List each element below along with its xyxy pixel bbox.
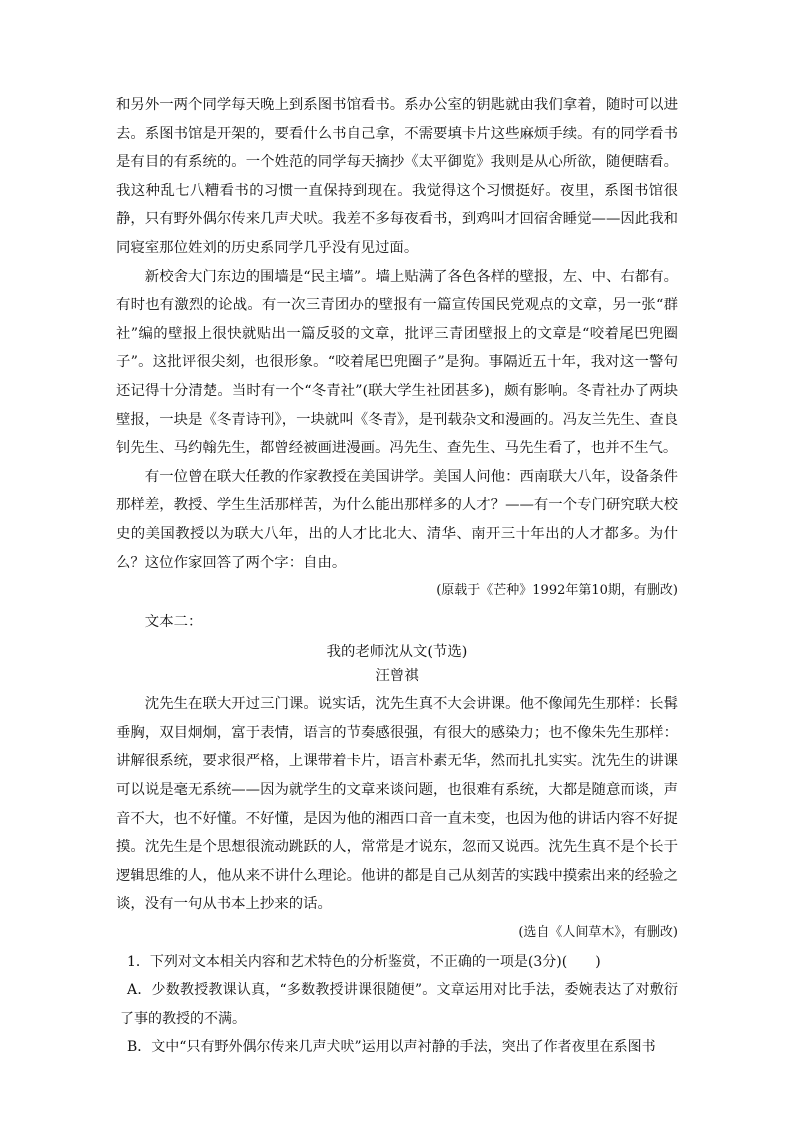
text-one-paragraph-2: 新校舍大门东边的围墙是“民主墙”。墙上贴满了各色各样的壁报，左、中、右都有。有时也有激烈的论战。有一次三青团办的壁报有一篇宣传国民党观点的文章，另一张“群社”编的壁报上很快就贴出一篇反驳的文章，批评三青团壁报上的文章是“咬着尾巴兜圈子”。这批评很尖刻，也很形象。“咬着尾巴兜圈子”是狗。事隔近五十年，我对这一警句还记得十分清楚。当时有一个“冬青社”(联大学生社团甚多)，颇有影响。冬青社办了两块壁报，一块是《冬青诗刊》，一块就叫《冬青》，是刊载杂文和漫画的。冯友兰先生、查良钊先生、马约翰先生，都曾经被画进漫画。冯先生、查先生、马先生看了，也并不生气。 — [116, 268, 678, 457]
question-stem: 1．下列对文本相关内容和艺术特色的分析鉴赏，不正确的一项是(3分)( ) — [127, 953, 601, 970]
text-one-paragraph-1: 和另外一两个同学每天晚上到系图书馆看书。系办公室的钥匙就由我们拿着，随时可以进去。系图书馆是开架的，要看什么书自己拿，不需要填卡片这些麻烦手续。有的同学看书是有目的有系统的。一个姓范的同学每天摘抄《太平御览》我则是从心所欲，随便瞎看。我这种乱七八糟看书的习惯一直保持到现在。我觉得这个习惯挺好。夜里，系图书馆很静，只有野外偶尔传来几声犬吠。我差不多每夜看书，到鸡叫才回宿舍睡觉——因此我和同寝室那位姓刘的历史系同学几乎没有见过面。 — [116, 97, 678, 256]
text-two-author: 汪曾祺 — [375, 668, 419, 685]
text-two-source: (选自《人间草木》，有删改) — [518, 925, 678, 941]
text-two-paragraph: 沈先生在联大开过三门课。说实话，沈先生真不大会讲课。他不像闻先生那样：长髯垂胸，双目炯炯，富于表情，语言的节奏感很强，有很大的感染力；也不像朱先生那样：讲解很系统，要求很严格，上课带着卡片，语言朴素无华，然而扎扎实实。沈先生的讲课可以说是毫无系统——因为就学生的文章来谈问题，也很难有系统，大都是随意而谈，声音不大，也不好懂。不好懂，是因为他的湘西口音一直未变，也因为他的讲话内容不好捉摸。沈先生是个思想很流动跳跃的人，常常是才说东，忽而又说西。沈先生真不是个长于逻辑思维的人，他从来不讲什么理论。他讲的都是自己从刻苦的实践中摸索出来的经验之谈，没有一句从书本上抄来的话。 — [116, 696, 678, 913]
text-two-label: 文本二： — [144, 613, 203, 630]
text-two-title: 我的老师沈从文(节选) — [326, 644, 468, 661]
document-page — [116, 91, 678, 1062]
text-one-paragraph-3: 有一位曾在联大任教的作家教授在美国讲学。美国人问他：西南联大八年，设备条件那样差，教授、学生生活那样苦，为什么能出那样多的人才？——有一个专门研究联大校史的美国教授以为联大八年，出的人才比北大、清华、南开三十年出的人才都多。为什么？这位作家回答了两个字：自由。 — [116, 468, 678, 571]
question-option-b: B．文中“只有野外偶尔传来几声犬吠”运用以声衬静的手法，突出了作者夜里在系图书 — [127, 1039, 656, 1056]
question-option-a: A．少数教授教课认真，“多数教授讲课很随便”。文章运用对比手法，委婉表达了对敷衍了事的教授的不满。 — [120, 982, 678, 1027]
text-one-source: (原载于《芒种》1992年第10期，有删改) — [436, 583, 678, 599]
